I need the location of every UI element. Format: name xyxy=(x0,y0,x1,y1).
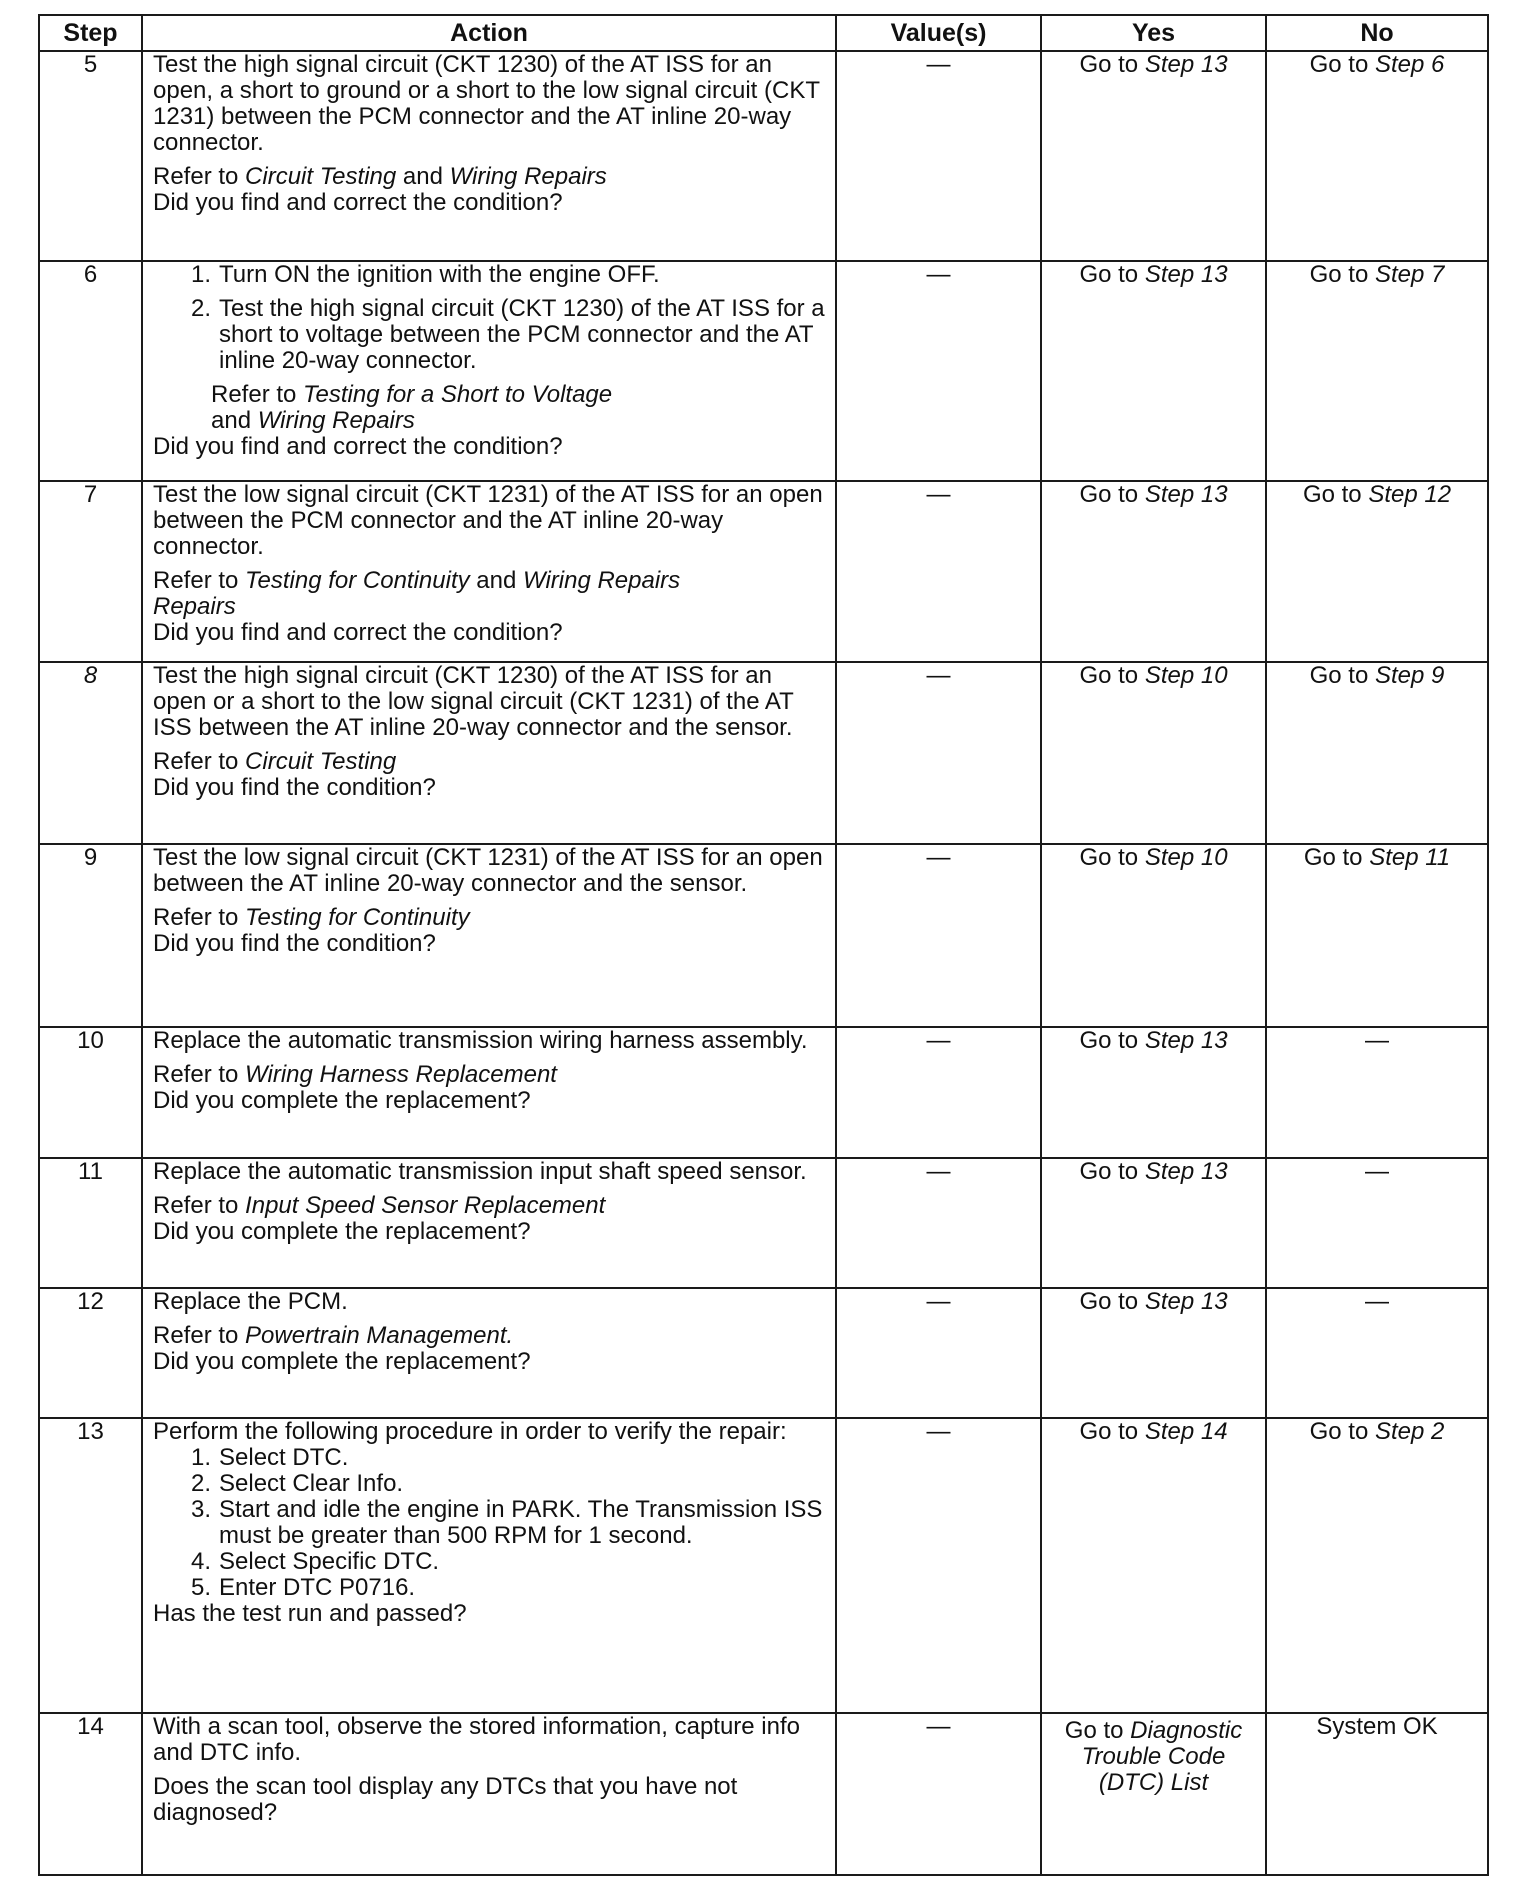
list-item: 1. Select DTC. xyxy=(190,1444,349,1471)
value-cell: — xyxy=(836,51,1041,261)
no-cell: Go to Step 9 xyxy=(1266,662,1488,844)
question: Did you find the condition? xyxy=(153,930,436,957)
list-item: 2. Test the high signal circuit (CKT 1230) of the AT ISS for a short to voltage between the PCM connector and the AT inline 20-way connector. xyxy=(190,295,825,374)
reference: Refer to Input Speed Sensor Replacement xyxy=(153,1192,606,1219)
action-cell xyxy=(142,1713,836,1875)
reference: Refer to Testing for a Short to Voltage and Wiring Repairs xyxy=(211,381,613,434)
question: Did you find and correct the condition? xyxy=(153,433,563,460)
step-number: 10 xyxy=(39,1027,142,1158)
action-cell xyxy=(142,51,836,261)
no-cell: — xyxy=(1266,1288,1488,1418)
question: Does the scan tool display any DTCs that you have not diagnosed? xyxy=(153,1773,738,1826)
value-cell: — xyxy=(836,261,1041,481)
list-item: 1. Turn ON the ignition with the engine OFF. xyxy=(190,261,660,288)
yes-cell: Go to Step 10 xyxy=(1041,662,1266,844)
action-text: Test the low signal circuit (CKT 1231) of the AT ISS for an open between the PCM connector and the AT inline 20-way connector. xyxy=(153,481,823,560)
table-row xyxy=(39,1158,1488,1288)
no-cell: Go to Step 7 xyxy=(1266,261,1488,481)
action-text: Perform the following procedure in order to verify the repair: xyxy=(153,1418,787,1445)
list-item: 4. Select Specific DTC. xyxy=(190,1548,440,1575)
header-row xyxy=(39,15,1488,51)
yes-cell: Go to Step 10 xyxy=(1041,844,1266,1027)
no-cell: Go to Step 6 xyxy=(1266,51,1488,261)
header-step: Step xyxy=(39,15,142,51)
action-cell xyxy=(142,1418,836,1713)
no-cell: Go to Step 12 xyxy=(1266,481,1488,662)
reference: Refer to Powertrain Management. xyxy=(153,1322,514,1349)
table-row xyxy=(39,844,1488,1027)
list-item: 5. Enter DTC P0716. xyxy=(190,1574,416,1601)
action-text: Test the high signal circuit (CKT 1230) of the AT ISS for an open or a short to the low signal circuit (CKT 1231) of the AT ISS between the AT inline 20-way connector and the sensor. xyxy=(153,662,794,741)
action-list xyxy=(153,262,825,374)
action-text: Test the high signal circuit (CKT 1230) of the AT ISS for an open, a short to ground or a short to the low signal circuit (CKT 1231) between the PCM connector and the AT inline 20-way connector. xyxy=(153,51,820,156)
action-text: Replace the automatic transmission wiring harness assembly. xyxy=(153,1027,808,1054)
yes-cell: Go to Step 13 xyxy=(1041,1158,1266,1288)
no-cell: — xyxy=(1266,1158,1488,1288)
value-cell: — xyxy=(836,1158,1041,1288)
table-row xyxy=(39,1288,1488,1418)
question: Has the test run and passed? xyxy=(153,1600,467,1627)
yes-cell: Go to Diagnostic Trouble Code (DTC) List xyxy=(1041,1713,1266,1875)
question: Did you find and correct the condition? xyxy=(153,619,563,646)
value-cell: — xyxy=(836,1418,1041,1713)
list-item: 3. Start and idle the engine in PARK. The Transmission ISS must be greater than 500 RPM for 1 second. xyxy=(190,1496,823,1549)
no-cell: Go to Step 11 xyxy=(1266,844,1488,1027)
yes-cell: Go to Step 14 xyxy=(1041,1418,1266,1713)
action-cell xyxy=(142,1027,836,1158)
header-values: Value(s) xyxy=(836,15,1041,51)
table-row xyxy=(39,1713,1488,1875)
step-number: 9 xyxy=(39,844,142,1027)
table-row xyxy=(39,51,1488,261)
yes-cell: Go to Step 13 xyxy=(1041,51,1266,261)
no-cell: — xyxy=(1266,1027,1488,1158)
value-cell: — xyxy=(836,662,1041,844)
step-number: 13 xyxy=(39,1418,142,1713)
value-cell: — xyxy=(836,1713,1041,1875)
step-number: 6 xyxy=(39,261,142,481)
yes-cell: Go to Step 13 xyxy=(1041,261,1266,481)
action-cell xyxy=(142,261,836,481)
question: Did you complete the replacement? xyxy=(153,1087,531,1114)
list-item: 2. Select Clear Info. xyxy=(190,1470,404,1497)
action-cell xyxy=(142,481,836,662)
reference: Refer to Circuit Testing and Wiring Repairs xyxy=(153,163,607,190)
yes-cell: Go to Step 13 xyxy=(1041,481,1266,662)
reference: Refer to Wiring Harness Replacement xyxy=(153,1061,557,1088)
yes-cell: Go to Step 13 xyxy=(1041,1288,1266,1418)
question: Did you complete the replacement? xyxy=(153,1218,531,1245)
value-cell: — xyxy=(836,1288,1041,1418)
action-text: With a scan tool, observe the stored information, capture info and DTC info. xyxy=(153,1713,801,1766)
action-cell xyxy=(142,1288,836,1418)
value-cell: — xyxy=(836,844,1041,1027)
step-number: 8 xyxy=(39,662,142,844)
table-row xyxy=(39,662,1488,844)
action-cell xyxy=(142,662,836,844)
diagnostic-table xyxy=(38,14,1489,1876)
value-cell: — xyxy=(836,481,1041,662)
action-text: Replace the PCM. xyxy=(153,1288,348,1315)
table-row xyxy=(39,1027,1488,1158)
step-number: 14 xyxy=(39,1713,142,1875)
step-number: 7 xyxy=(39,481,142,662)
action-cell xyxy=(142,844,836,1027)
reference: Refer to Circuit Testing xyxy=(153,748,397,775)
action-text: Replace the automatic transmission input shaft speed sensor. xyxy=(153,1158,807,1185)
action-cell xyxy=(142,1158,836,1288)
question: Did you find the condition? xyxy=(153,774,436,801)
no-cell: Go to Step 2 xyxy=(1266,1418,1488,1713)
step-number: 5 xyxy=(39,51,142,261)
question: Did you find and correct the condition? xyxy=(153,189,563,216)
reference: Refer to Testing for Continuity and Wiring Repairs Repairs xyxy=(153,567,681,620)
procedure-list xyxy=(153,1445,825,1601)
header-no: No xyxy=(1266,15,1488,51)
table-row xyxy=(39,261,1488,481)
no-cell: System OK xyxy=(1266,1713,1488,1875)
action-text: Test the low signal circuit (CKT 1231) of the AT ISS for an open between the AT inline 20-way connector and the sensor. xyxy=(153,844,823,897)
question: Did you complete the replacement? xyxy=(153,1348,531,1375)
reference: Refer to Testing for Continuity xyxy=(153,904,470,931)
header-action: Action xyxy=(142,15,836,51)
step-number: 11 xyxy=(39,1158,142,1288)
header-yes: Yes xyxy=(1041,15,1266,51)
value-cell: — xyxy=(836,1027,1041,1158)
step-number: 12 xyxy=(39,1288,142,1418)
table-row xyxy=(39,1418,1488,1713)
yes-cell: Go to Step 13 xyxy=(1041,1027,1266,1158)
table-row xyxy=(39,481,1488,662)
